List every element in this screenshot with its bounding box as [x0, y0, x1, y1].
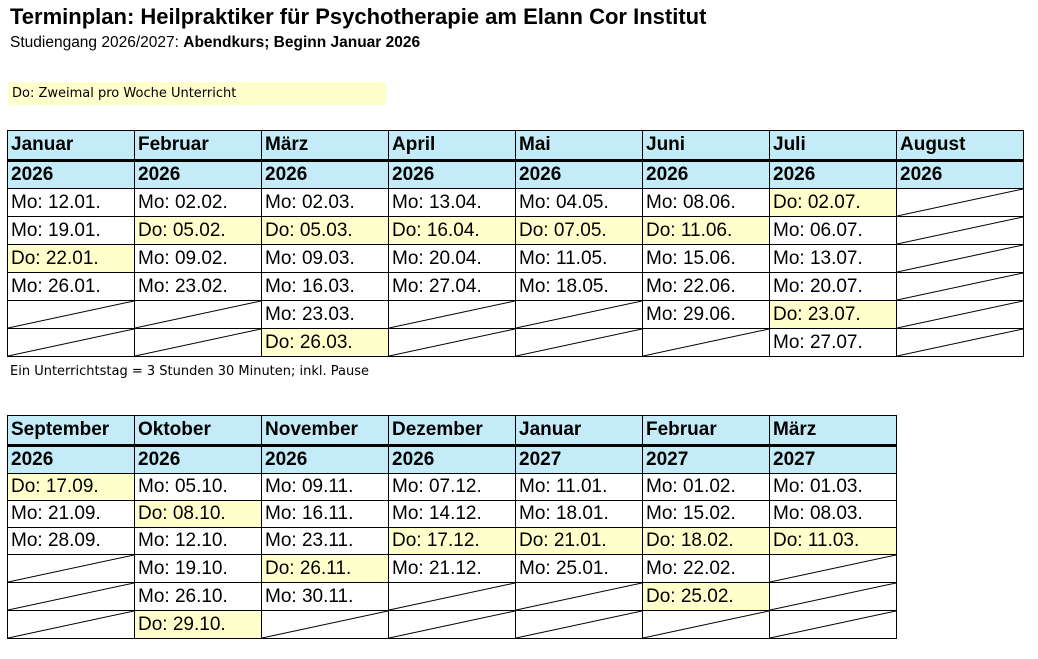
empty-slash-cell [897, 329, 1024, 357]
empty-slash-cell [643, 329, 770, 357]
date-cell: Mo: 20.04. [389, 245, 516, 273]
year-header: 2026 [262, 161, 389, 189]
date-cell: Mo: 13.04. [389, 189, 516, 217]
year-header: 2026 [389, 446, 516, 474]
diagonal-line [516, 301, 642, 328]
date-cell: Mo: 06.07. [770, 217, 897, 245]
year-header: 2027 [516, 446, 643, 474]
date-cell: Do: 08.10. [135, 501, 262, 528]
diagonal-line [897, 273, 1023, 300]
date-cell: Mo: 05.10. [135, 474, 262, 501]
date-cell: Mo: 08.03. [770, 501, 897, 528]
schedule-table-2026-2027-part2 [7, 415, 897, 639]
subtitle-prefix: Studiengang 2026/2027: [10, 34, 184, 51]
date-cell: Mo: 23.02. [135, 273, 262, 301]
date-cell: Mo: 23.11. [262, 528, 389, 555]
empty-slash-cell [516, 611, 643, 639]
date-cell: Mo: 12.01. [8, 189, 135, 217]
diagonal-line [770, 555, 896, 582]
date-cell: Mo: 09.02. [135, 245, 262, 273]
date-cell: Mo: 04.05. [516, 189, 643, 217]
diagonal-line [770, 611, 896, 638]
date-cell: Mo: 12.10. [135, 528, 262, 555]
date-cell: Mo: 18.01. [516, 501, 643, 528]
date-cell: Mo: 26.01. [8, 273, 135, 301]
year-header: 2026 [643, 161, 770, 189]
date-cell: Do: 11.06. [643, 217, 770, 245]
date-cell: Mo: 25.01. [516, 555, 643, 583]
empty-slash-cell [8, 301, 135, 329]
date-cell: Do: 29.10. [135, 611, 262, 639]
table-row [8, 301, 1024, 329]
empty-slash-cell [389, 329, 516, 357]
year-header: 2027 [770, 446, 897, 474]
month-header-row [8, 416, 897, 446]
year-header-row [8, 161, 1024, 189]
month-header: Oktober [135, 416, 262, 446]
date-cell: Mo: 14.12. [389, 501, 516, 528]
date-cell: Do: 05.03. [262, 217, 389, 245]
table-row [8, 528, 897, 555]
date-cell: Mo: 21.09. [8, 501, 135, 528]
date-cell: Mo: 22.02. [643, 555, 770, 583]
empty-slash-cell [8, 583, 135, 611]
date-cell: Do: 05.02. [135, 217, 262, 245]
date-cell: Mo: 19.01. [8, 217, 135, 245]
date-cell: Mo: 15.02. [643, 501, 770, 528]
date-cell: Mo: 11.05. [516, 245, 643, 273]
month-header: Juni [643, 131, 770, 161]
date-cell: Do: 22.01. [8, 245, 135, 273]
date-cell: Mo: 15.06. [643, 245, 770, 273]
empty-slash-cell [8, 611, 135, 639]
diagonal-line [516, 611, 642, 638]
month-header: Februar [643, 416, 770, 446]
date-cell: Mo: 27.07. [770, 329, 897, 357]
date-cell: Mo: 20.07. [770, 273, 897, 301]
empty-slash-cell [643, 611, 770, 639]
month-header: Februar [135, 131, 262, 161]
table-row [8, 583, 897, 611]
empty-slash-cell [770, 583, 897, 611]
year-header: 2026 [262, 446, 389, 474]
date-cell: Mo: 19.10. [135, 555, 262, 583]
empty-slash-cell [897, 301, 1024, 329]
date-cell: Mo: 27.04. [389, 273, 516, 301]
date-cell: Mo: 28.09. [8, 528, 135, 555]
year-header: 2026 [135, 446, 262, 474]
date-cell: Do: 07.05. [516, 217, 643, 245]
date-cell: Mo: 09.03. [262, 245, 389, 273]
diagonal-line [770, 583, 896, 610]
subtitle-course: Abendkurs; Beginn Januar 2026 [183, 34, 421, 51]
page-title: Terminplan: Heilpraktiker für Psychotherapie am Elann Cor Institut [10, 4, 707, 29]
date-cell: Mo: 26.10. [135, 583, 262, 611]
date-cell: Mo: 18.05. [516, 273, 643, 301]
diagonal-line [897, 217, 1023, 244]
empty-slash-cell [516, 583, 643, 611]
empty-slash-cell [262, 611, 389, 639]
empty-slash-cell [516, 301, 643, 329]
empty-slash-cell [897, 189, 1024, 217]
date-cell: Mo: 08.06. [643, 189, 770, 217]
date-cell: Mo: 22.06. [643, 273, 770, 301]
date-cell: Do: 02.07. [770, 189, 897, 217]
legend-thursday: Do: Zweimal pro Woche Unterricht [8, 82, 386, 105]
page-subtitle [10, 34, 420, 52]
table-row [8, 329, 1024, 357]
year-header: 2027 [643, 446, 770, 474]
empty-slash-cell [135, 329, 262, 357]
table-row [8, 611, 897, 639]
date-cell: Mo: 13.07. [770, 245, 897, 273]
month-header: März [262, 131, 389, 161]
month-header: Januar [516, 416, 643, 446]
month-header: Mai [516, 131, 643, 161]
diagonal-line [389, 329, 515, 356]
diagonal-line [516, 329, 642, 356]
diagonal-line [516, 583, 642, 610]
month-header: April [389, 131, 516, 161]
date-cell: Mo: 11.01. [516, 474, 643, 501]
date-cell: Mo: 29.06. [643, 301, 770, 329]
year-header: 2026 [770, 161, 897, 189]
date-cell: Mo: 23.03. [262, 301, 389, 329]
diagonal-line [8, 583, 134, 610]
table-row [8, 189, 1024, 217]
table-row [8, 245, 1024, 273]
year-header: 2026 [135, 161, 262, 189]
date-cell: Do: 21.01. [516, 528, 643, 555]
empty-slash-cell [8, 329, 135, 357]
diagonal-line [643, 611, 769, 638]
date-cell: Mo: 01.02. [643, 474, 770, 501]
diagonal-line [897, 329, 1023, 356]
table-row [8, 273, 1024, 301]
date-cell: Mo: 01.03. [770, 474, 897, 501]
month-header: November [262, 416, 389, 446]
date-cell: Do: 16.04. [389, 217, 516, 245]
diagonal-line [262, 611, 388, 638]
empty-slash-cell [389, 583, 516, 611]
date-cell: Do: 17.09. [8, 474, 135, 501]
empty-slash-cell [770, 611, 897, 639]
diagonal-line [8, 329, 134, 356]
diagonal-line [8, 555, 134, 582]
date-cell: Mo: 07.12. [389, 474, 516, 501]
month-header: August [897, 131, 1024, 161]
diagonal-line [643, 329, 769, 356]
year-header: 2026 [8, 161, 135, 189]
lesson-duration-note: Ein Unterrichtstag = 3 Stunden 30 Minuten; inkl. Pause [10, 364, 370, 379]
diagonal-line [897, 301, 1023, 328]
diagonal-line [389, 611, 515, 638]
empty-slash-cell [516, 329, 643, 357]
diagonal-line [389, 583, 515, 610]
month-header: September [8, 416, 135, 446]
diagonal-line [135, 329, 261, 356]
year-header: 2026 [897, 161, 1024, 189]
date-cell: Do: 17.12. [389, 528, 516, 555]
empty-slash-cell [389, 301, 516, 329]
date-cell: Mo: 16.03. [262, 273, 389, 301]
year-header: 2026 [8, 446, 135, 474]
empty-slash-cell [897, 273, 1024, 301]
date-cell: Do: 26.03. [262, 329, 389, 357]
diagonal-line [8, 301, 134, 328]
table-row [8, 555, 897, 583]
year-header: 2026 [389, 161, 516, 189]
date-cell: Do: 11.03. [770, 528, 897, 555]
diagonal-line [8, 611, 134, 638]
date-cell: Do: 26.11. [262, 555, 389, 583]
date-cell: Do: 25.02. [643, 583, 770, 611]
diagonal-line [897, 189, 1023, 216]
empty-slash-cell [135, 301, 262, 329]
diagonal-line [389, 301, 515, 328]
table-row [8, 474, 897, 501]
month-header: Dezember [389, 416, 516, 446]
month-header: Januar [8, 131, 135, 161]
date-cell: Mo: 21.12. [389, 555, 516, 583]
diagonal-line [135, 301, 261, 328]
date-cell: Mo: 02.03. [262, 189, 389, 217]
diagonal-line [897, 245, 1023, 272]
table-row [8, 217, 1024, 245]
date-cell: Mo: 16.11. [262, 501, 389, 528]
date-cell: Mo: 09.11. [262, 474, 389, 501]
date-cell: Mo: 30.11. [262, 583, 389, 611]
month-header: Juli [770, 131, 897, 161]
date-cell: Mo: 02.02. [135, 189, 262, 217]
date-cell: Do: 18.02. [643, 528, 770, 555]
year-header: 2026 [516, 161, 643, 189]
year-header-row [8, 446, 897, 474]
empty-slash-cell [389, 611, 516, 639]
date-cell: Do: 23.07. [770, 301, 897, 329]
empty-slash-cell [897, 217, 1024, 245]
schedule-table-2026-part1 [7, 130, 1024, 357]
table-row [8, 501, 897, 528]
empty-slash-cell [8, 555, 135, 583]
month-header: März [770, 416, 897, 446]
month-header-row [8, 131, 1024, 161]
empty-slash-cell [897, 245, 1024, 273]
empty-slash-cell [770, 555, 897, 583]
